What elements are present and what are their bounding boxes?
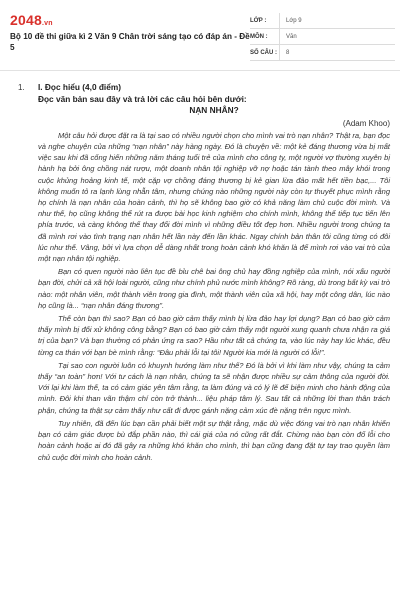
meta-row-question-count bbox=[250, 45, 395, 61]
document-title: Bộ 10 đề thi giữa kì 2 Văn 9 Chân trời sáng tạo có đáp án - Đề 5 bbox=[10, 32, 250, 52]
meta-value: Lớp 9 bbox=[279, 13, 395, 28]
question-number: 1. bbox=[18, 83, 25, 92]
passage-paragraph: Bạn có quen người nào liên tục đề bỉu chê bai ông chủ hay đồng nghiệp của mình, nói xấu người bạn đời, chửi cả xã hội loài người, cũng như chính phủ nước mình không? Rõ ràng, dù trong bất kỳ vai trò nào: một nhân viên, một thành viên trong gia đình, một thành viên của xã hội, hay một công dân, lúc nào họ cũng là... “nạn nhân đáng thương”. bbox=[38, 267, 390, 310]
passage-paragraph: Một câu hỏi được đặt ra là tại sao có nhiều người chọn cho mình vai trò nạn nhân? Thật ra, bạn đọc và nghe chuyện của những “nạn nhân” này hàng ngày. Đó là chuyện về: một kẻ đáng thương vừa bị mất việc sau khi đã cống hiến những năm tháng tuổi trẻ của mình cho công ty, một người vợ thường xuyên bị hành hạ bởi ông chồng nát rượu, một doanh nhân tội nghiệp vỡ nợ hoặc tán tành theo mây khói trong cuộc khủng hoảng kinh tế, một cặp vợ chồng đáng thương bị kẻ gian lừa đảo mất hết tiền bạc,... Tôi không muốn tỏ ra lạnh lùng nhẫn tâm, nhưng chúng nào những người này còn tự thuyết phục mình rằng họ chính là nạn nhân của hoàn cảnh, thì họ sẽ không bao giờ có khả năng làm chủ cuộc đời mình. Và như thế, họ cũng không thể rút ra được bài học kinh nghiệm cho chính mình, không thể tiếp tục tiến lên phía trước, và càng không thể thay đổi đời mình vì những điều tốt đẹp hơn. Nhiều người trong chúng ta đã mình rơi vào tình trạng nạn nhân hết lần này đến lần khác. Ngay chính bản thân tôi cũng từng có đôi lúc như thế. Vâng, bởi vì lựa chọn dễ dàng nhất trong hoàn cảnh khó khăn là để mình rơi vào vai trò của một nạn nhân tội nghiệp. bbox=[38, 130, 390, 264]
section-heading: I. Đọc hiểu (4,0 điểm) bbox=[38, 82, 121, 92]
meta-key: LỚP : bbox=[250, 17, 267, 24]
site-logo[interactable] bbox=[10, 12, 53, 28]
passage-author: (Adam Khoo) bbox=[342, 118, 390, 128]
instruction-text: Đọc văn bản sau đây và trả lời các câu hỏi bên dưới: bbox=[38, 94, 247, 105]
document-meta bbox=[250, 13, 395, 61]
question-content bbox=[38, 82, 390, 465]
passage-paragraph: Tại sao con người luôn có khuynh hướng làm như thế? Đó là bởi vì khi làm như vậy, chúng ta cảm thấy “an toàn” hơn! Với tư cách là nạn nhân, chúng ta sẽ nhận được nhiều sự cảm thông của người đời. Với lại khi làm thế, ta có cảm giác yên tâm rằng, ta làm đúng và có lý lẽ để biện minh cho hành động của mình. Đôi khi than vãn thậm chí còn trở thành... liệu pháp tâm lý. Sau tất cả những lời than thân trách phận, chúng ta thật sự cảm thấy như cất đi được gánh nặng cảm xúc đè nặng trên ngực mình. bbox=[38, 360, 390, 415]
page-header bbox=[0, 0, 400, 62]
passage-paragraph: Thế còn bạn thì sao? Bạn có bao giờ cảm thấy mình bị lừa đảo hay lợi dụng? Bạn có bao giờ cảm thấy mình bị đối xử không công bằng? Bạn có bao giờ cảm thấy một người xung quanh chưa nhận ra giá trị của bạn? Và bạn thường có phản ứng ra sao? Hầu như tất cả chúng ta, vào lúc này hay lúc khác, đều từng ca thán với bạn bè mình rằng: “Đâu phải lỗi tại tôi! Người kia mới là người có lỗi!”. bbox=[38, 314, 390, 357]
header-divider bbox=[0, 70, 400, 71]
meta-value: Văn bbox=[279, 29, 395, 44]
meta-key: SỐ CÂU : bbox=[250, 49, 277, 56]
meta-row-subject bbox=[250, 29, 395, 45]
logo-main: 2048 bbox=[10, 12, 42, 28]
passage-title: NẠN NHÂN? bbox=[189, 105, 239, 116]
meta-row-grade bbox=[250, 13, 395, 29]
meta-value: 8 bbox=[279, 45, 395, 60]
meta-key: MÔN : bbox=[250, 33, 268, 40]
passage-paragraph: Tuy nhiên, đã đến lúc bạn cần phải biết một sự thật rằng, mặc dù việc đóng vai trò nạn nhân khiến bạn có cảm giác được bù đắp phần nào, thì cái giá của nó cũng rất đắt. Chừng nào bạn còn đổ lỗi cho hoàn cảnh hoặc ai đó đã gây ra những khó khăn cho mình, thì bạn cũng đang đặt tự tay trao quyền làm chủ cuộc đời mình cho hoàn cảnh. bbox=[38, 418, 390, 462]
logo-suffix: .vn bbox=[41, 20, 53, 27]
